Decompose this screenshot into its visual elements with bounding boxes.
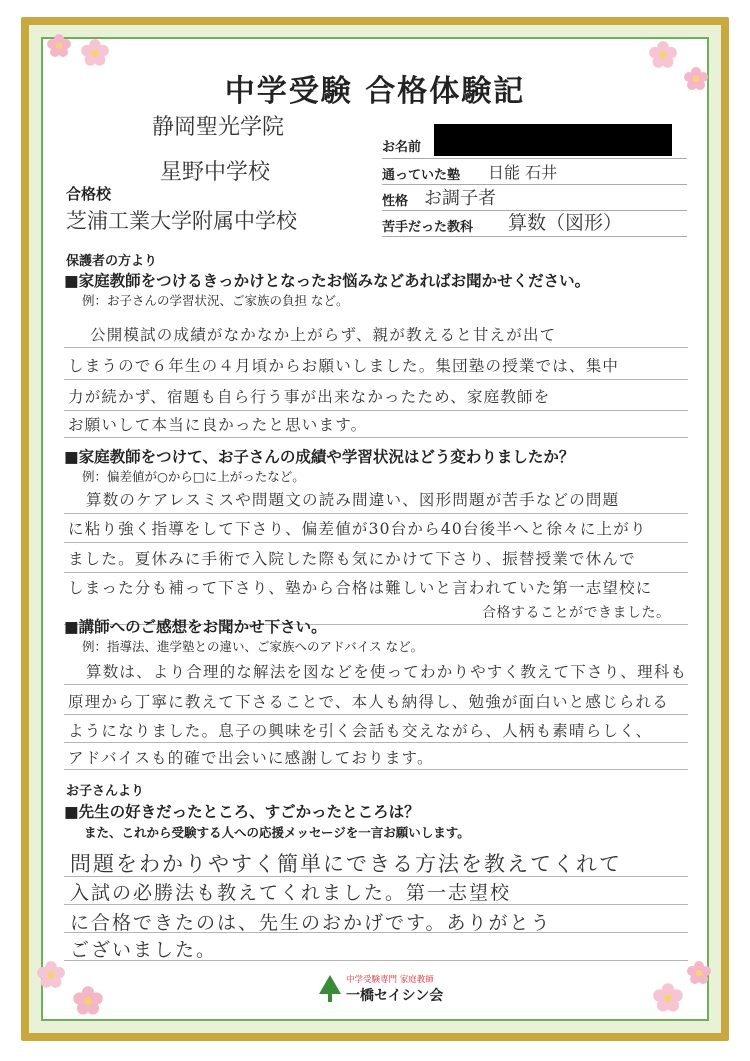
ruled-line: [64, 769, 688, 770]
answer-line: 問題をわかりやすく簡単にできる方法を教えてくれて: [70, 852, 622, 876]
answer-line: 入試の必勝法も教えてくれました。第一志望校: [70, 882, 512, 904]
divider: [382, 158, 687, 159]
cherry-blossom-icon: [686, 960, 712, 986]
answer-line: お願いして本当に良かったと思います。: [68, 416, 368, 434]
ruled-line: [64, 960, 688, 961]
answer-line: に合格できたのは、先生のおかげです。ありがとう: [70, 912, 552, 934]
cherry-blossom-icon: [80, 38, 110, 68]
page-title: 中学受験 合格体験記: [224, 74, 526, 109]
answer-line: ございました。: [70, 939, 218, 961]
answer-line: ました。夏休みに手術で入院した際も気にかけて下さり、振替授業で休んで: [68, 550, 636, 568]
juku-label: 通っていた塾: [382, 168, 461, 183]
school-name: 芝浦工業大学附属中学校: [66, 209, 297, 233]
ruled-line: [64, 513, 688, 514]
question-example: 例：お子さんの学習状況、ご家族の負担 など。: [82, 293, 349, 308]
cherry-blossom-icon: [72, 985, 104, 1017]
ruled-line: [64, 437, 688, 438]
question-example: 例：偏差値が○から□に上がったなど。: [82, 469, 305, 484]
child-section-label: お子さんより: [66, 784, 145, 799]
cherry-blossom-icon: [36, 960, 66, 990]
question-example: 例：指導法、進学塾との違い、ご家族へのアドバイス など。: [82, 639, 424, 654]
cherry-blossom-icon: [46, 33, 72, 59]
answer-line: 算数は、より合理的な解法を図などを使ってわかりやすく教えて下さり、理科も: [86, 663, 688, 681]
question-subheading: また、これから受験する人への応援メッセージを一言お願いします。: [84, 825, 470, 840]
weak-subject-label: 苦手だった教科: [382, 220, 474, 235]
answer-line: に粘り強く指導をして下さり、偏差値が30台から40台後半へと徐々に上がり: [68, 520, 647, 538]
question-heading: ■家庭教師をつけるきっかけとなったお悩みなどあればお聞かせください。: [64, 272, 591, 290]
logo-name: 一橋セイシン会: [346, 988, 444, 1004]
answer-line: しまった分も補って下さり、塾から合格は難しいと言われていた第一志望校に: [68, 579, 653, 597]
cherry-blossom-icon: [652, 982, 684, 1014]
answer-line: 公開模試の成績がなかなか上がらず、親が教えると甘えが出て: [90, 326, 557, 344]
tree-icon: [318, 974, 342, 1004]
answer-line: 原理から丁寧に教えて下さることで、本人も納得し、勉強が面白いと感じられる: [68, 693, 669, 711]
ruled-line: [64, 742, 688, 743]
personality-label: 性格: [382, 194, 409, 209]
answer-line: 算数のケアレスミスや問題文の読み間違い、図形問題が苦手などの問題: [86, 491, 620, 509]
personality-value: お調子者: [424, 188, 496, 209]
logo-tagline: 中学受験専門 家庭教師: [346, 975, 434, 985]
answer-line: 力が続かず、宿題も自ら行う事が出来なかったため、家庭教師を: [68, 388, 551, 406]
answer-line: 合格することができました。: [482, 605, 671, 621]
answer-line: ようになりました。息子の興味を引く会話も交えながら、人柄も素晴らしく、: [68, 722, 653, 740]
name-label: お名前: [382, 140, 422, 155]
ruled-line: [64, 714, 688, 715]
redacted-name: [434, 124, 672, 156]
question-heading: ■講師へのご感想をお聞かせ下さい。: [64, 618, 327, 636]
parent-section-label: 保護者の方より: [66, 254, 158, 269]
divider: [382, 236, 687, 237]
answer-line: アドバイスも的確で出会いに感謝しております。: [68, 749, 434, 767]
school-name: 星野中学校: [160, 160, 271, 185]
ruled-line: [64, 542, 688, 543]
juku-value: 日能 石井: [488, 163, 558, 182]
school-name: 静岡聖光学院: [152, 115, 285, 140]
ruled-line: [64, 572, 688, 573]
ruled-line: [64, 410, 688, 411]
ruled-line: [64, 379, 688, 380]
ruled-line: [64, 904, 688, 905]
passed-school-label: 合格校: [66, 185, 112, 203]
ruled-line: [64, 347, 688, 348]
answer-line: しまうので６年生の４月頃からお願いしました。集団塾の授業では、集中: [68, 357, 620, 375]
weak-subject-value: 算数（図形）: [508, 212, 623, 234]
ruled-line: [64, 684, 688, 685]
question-heading: ■家庭教師をつけて、お子さんの成績や学習状況はどう変わりましたか？: [64, 448, 575, 466]
ruled-line: [64, 932, 688, 933]
question-heading: ■先生の好きだったところ、すごかったところは？: [64, 803, 420, 821]
ruled-line: [64, 876, 688, 877]
